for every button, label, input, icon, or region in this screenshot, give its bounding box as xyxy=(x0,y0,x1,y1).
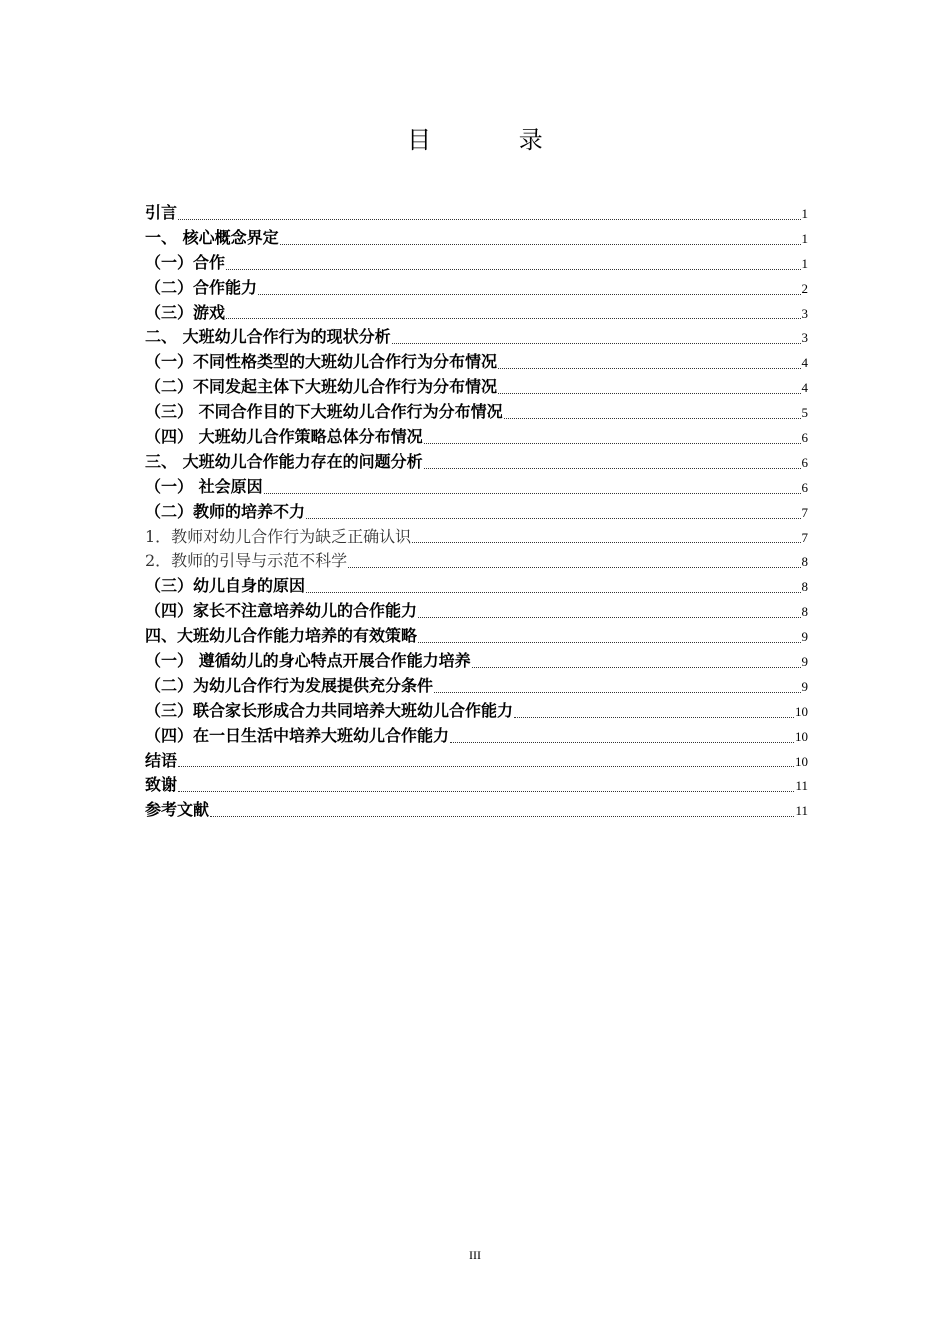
toc-entry[interactable] xyxy=(145,251,808,276)
toc-dot-leader xyxy=(514,716,794,718)
toc-entry[interactable] xyxy=(145,798,808,823)
toc-entry-label: （一）不同性格类型的大班幼儿合作行为分布情况 xyxy=(145,352,498,372)
toc-entry-page: 11 xyxy=(795,803,808,819)
toc-entry[interactable] xyxy=(145,400,808,425)
toc-dot-leader xyxy=(178,218,800,220)
toc-entry[interactable] xyxy=(145,301,808,326)
toc-dot-leader xyxy=(178,790,794,792)
toc-entry-label: （四） 大班幼儿合作策略总体分布情况 xyxy=(145,427,423,447)
table-of-contents xyxy=(145,201,808,823)
toc-entry-label: 致谢 xyxy=(145,775,178,795)
toc-entry-label: 三、 大班幼儿合作能力存在的问题分析 xyxy=(145,451,423,471)
toc-entry-page: 3 xyxy=(801,305,808,321)
toc-dot-leader xyxy=(424,467,801,469)
toc-entry-page: 6 xyxy=(801,430,808,446)
toc-entry[interactable] xyxy=(145,226,808,251)
toc-dot-leader xyxy=(226,268,800,270)
toc-dot-leader xyxy=(306,591,800,593)
toc-entry-label: （三）联合家长形成合力共同培养大班幼儿合作能力 xyxy=(145,700,514,720)
toc-title: 目 录 xyxy=(407,126,583,154)
toc-entry[interactable] xyxy=(145,425,808,450)
toc-entry-label: （二）教师的培养不力 xyxy=(145,501,306,521)
toc-entry-label: 参考文献 xyxy=(145,800,210,820)
toc-entry-label: 2．教师的引导与示范不科学 xyxy=(145,551,348,571)
toc-dot-leader xyxy=(178,765,794,767)
toc-entry[interactable] xyxy=(145,624,808,649)
toc-dot-leader xyxy=(504,417,801,419)
toc-entry-page: 8 xyxy=(801,579,808,595)
toc-dot-leader xyxy=(226,317,800,319)
toc-entry[interactable] xyxy=(145,549,808,574)
toc-entry-page: 6 xyxy=(801,479,808,495)
toc-entry-page: 10 xyxy=(795,753,808,769)
toc-entry-page: 4 xyxy=(801,380,808,396)
toc-dot-leader xyxy=(450,741,794,743)
toc-entry[interactable] xyxy=(145,525,808,550)
toc-entry-label: 四、大班幼儿合作能力培养的有效策略 xyxy=(145,626,418,646)
toc-entry-label: （二）不同发起主体下大班幼儿合作行为分布情况 xyxy=(145,377,498,397)
toc-entry-page: 9 xyxy=(801,678,808,694)
toc-entry-label: （三） 不同合作目的下大班幼儿合作行为分布情况 xyxy=(145,402,503,422)
toc-entry-label: （一） 遵循幼儿的身心特点开展合作能力培养 xyxy=(145,651,471,671)
toc-entry[interactable] xyxy=(145,674,808,699)
toc-entry[interactable] xyxy=(145,375,808,400)
toc-entry-label: 1．教师对幼儿合作行为缺乏正确认识 xyxy=(145,526,412,546)
toc-entry-label: （三）幼儿自身的原因 xyxy=(145,576,306,596)
toc-entry-label: 二、 大班幼儿合作行为的现状分析 xyxy=(145,327,391,347)
toc-dot-leader xyxy=(258,293,800,295)
toc-entry-page: 8 xyxy=(801,604,808,620)
toc-entry-label: 引言 xyxy=(145,203,178,222)
toc-entry-page: 10 xyxy=(795,703,808,719)
toc-entry[interactable] xyxy=(145,773,808,798)
toc-dot-leader xyxy=(210,815,794,817)
toc-entry[interactable] xyxy=(145,699,808,724)
toc-dot-leader xyxy=(418,616,800,618)
toc-entry[interactable] xyxy=(145,201,808,226)
toc-dot-leader xyxy=(498,367,800,369)
toc-entry-label: （一） 社会原因 xyxy=(145,476,263,496)
toc-entry-page: 5 xyxy=(801,405,808,421)
toc-entry-page: 1 xyxy=(801,255,808,271)
toc-entry[interactable] xyxy=(145,500,808,525)
toc-entry-page: 1 xyxy=(801,206,808,221)
toc-entry-label: （三）游戏 xyxy=(145,302,226,322)
toc-entry-page: 4 xyxy=(801,355,808,371)
toc-entry[interactable] xyxy=(145,574,808,599)
toc-entry-page: 7 xyxy=(801,529,808,545)
toc-entry[interactable] xyxy=(145,649,808,674)
toc-entry-page: 9 xyxy=(801,654,808,670)
toc-entry[interactable] xyxy=(145,450,808,475)
toc-entry[interactable] xyxy=(145,276,808,301)
toc-entry-label: （二）为幼儿合作行为发展提供充分条件 xyxy=(145,675,434,695)
toc-entry[interactable] xyxy=(145,749,808,774)
toc-entry[interactable] xyxy=(145,724,808,749)
toc-entry[interactable] xyxy=(145,475,808,500)
toc-entry-label: （一）合作 xyxy=(145,252,226,272)
toc-dot-leader xyxy=(434,691,800,693)
toc-dot-leader xyxy=(498,392,800,394)
toc-entry-page: 8 xyxy=(801,554,808,570)
toc-entry-label: （四）在一日生活中培养大班幼儿合作能力 xyxy=(145,725,450,745)
toc-entry-page: 7 xyxy=(801,504,808,520)
toc-dot-leader xyxy=(412,541,800,543)
toc-entry-label: （二）合作能力 xyxy=(145,277,258,297)
toc-entry-page: 9 xyxy=(801,629,808,645)
toc-entry-page: 11 xyxy=(795,778,808,794)
toc-entry-label: （四）家长不注意培养幼儿的合作能力 xyxy=(145,601,418,621)
toc-dot-leader xyxy=(472,666,801,668)
toc-entry[interactable] xyxy=(145,599,808,624)
toc-entry[interactable] xyxy=(145,325,808,350)
toc-entry-page: 1 xyxy=(801,230,808,246)
toc-entry-page: 3 xyxy=(801,330,808,346)
toc-entry-label: 结语 xyxy=(145,750,178,770)
toc-dot-leader xyxy=(348,566,800,568)
toc-entry-page: 10 xyxy=(795,728,808,744)
toc-entry-page: 2 xyxy=(801,280,808,296)
toc-dot-leader xyxy=(306,517,800,519)
toc-dot-leader xyxy=(392,342,801,344)
page-number: III xyxy=(469,1248,481,1262)
toc-entry[interactable] xyxy=(145,350,808,375)
toc-dot-leader xyxy=(280,243,801,245)
toc-dot-leader xyxy=(424,442,801,444)
toc-dot-leader xyxy=(264,492,801,494)
toc-entry-label: 一、 核心概念界定 xyxy=(145,227,279,247)
toc-dot-leader xyxy=(418,641,800,643)
toc-entry-page: 6 xyxy=(801,454,808,470)
